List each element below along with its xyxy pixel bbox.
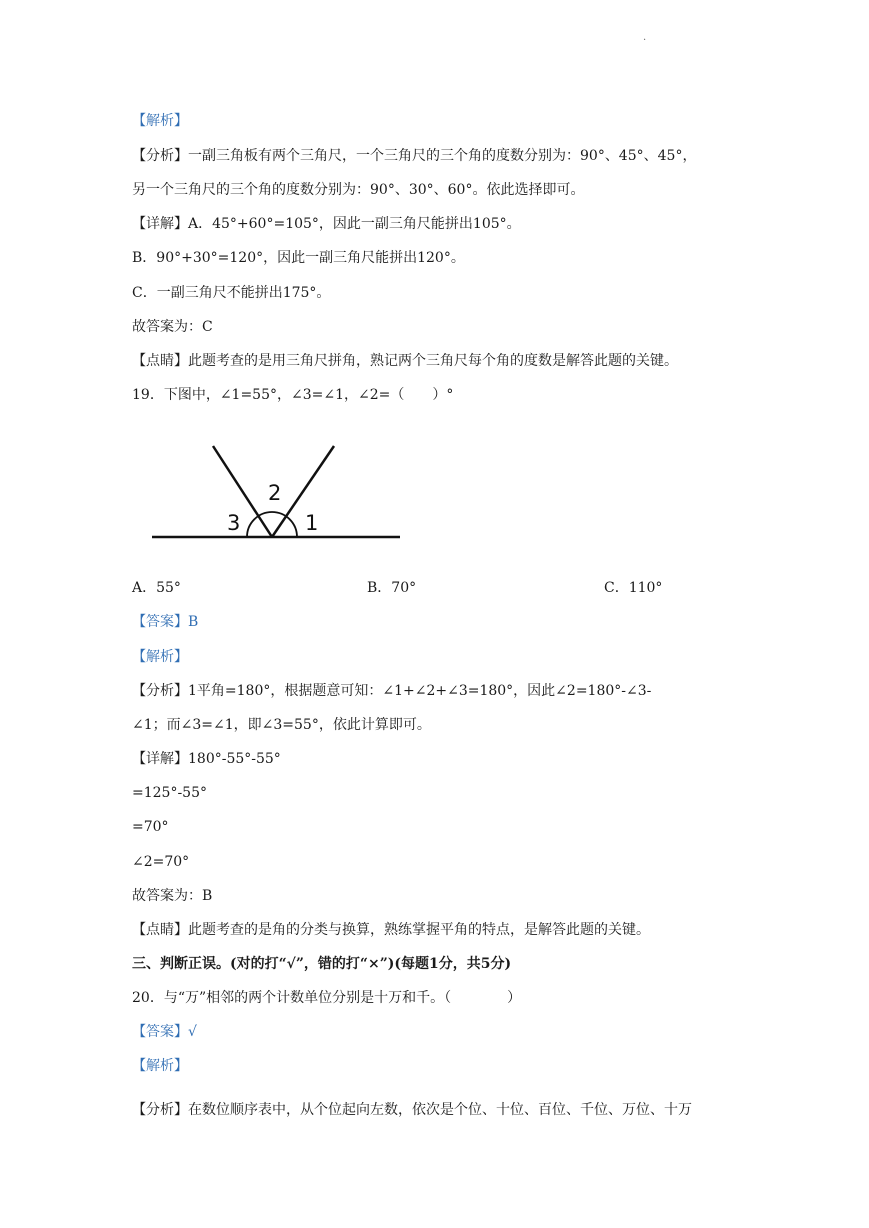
angle-arc	[247, 512, 297, 537]
question-20: 20．与“万”相邻的两个计数单位分别是十万和千。（ ）	[132, 990, 522, 1006]
comment-text: 【点睛】此题考查的是用三角尺拼角，熟记两个三角尺每个角的度数是解答此题的关键。	[132, 353, 678, 369]
answer-conclusion: 故答案为：C	[132, 319, 213, 335]
analysis-text-line: 另一个三角尺的三个角的度数分别为：90°、30°、60°。依此选择即可。	[132, 182, 585, 198]
answer-heading: 【答案】√	[132, 1024, 197, 1040]
detail-text-line: =70°	[132, 819, 169, 835]
left-ray	[213, 446, 272, 537]
angle-label-2: 2	[268, 481, 282, 505]
comment-text: 【点睛】此题考查的是角的分类与换算，熟练掌握平角的特点，是解答此题的关键。	[132, 922, 650, 938]
analysis-heading: 【解析】	[132, 649, 188, 665]
analysis-heading: 【解析】	[132, 1058, 188, 1074]
answer-heading: 【答案】B	[132, 614, 199, 630]
detail-text-line: ∠2=70°	[132, 854, 190, 870]
section-heading: 三、判断正误。(对的打“√”，错的打“×”)(每题1分，共5分)	[132, 956, 512, 972]
option-b: B．70°	[367, 580, 417, 596]
analysis-text-line: 【分析】1平角=180°，根据题意可知：∠1+∠2+∠3=180°，因此∠2=180°-∠3-	[132, 683, 652, 699]
detail-text-line: =125°-55°	[132, 785, 207, 801]
detail-text-line: 【详解】180°-55°-55°	[132, 751, 281, 767]
angle-label-1: 1	[305, 511, 319, 535]
detail-text-line: B．90°+30°=120°，因此一副三角尺能拼出120°。	[132, 250, 465, 266]
analysis-text-line: 【分析】在数位顺序表中，从个位起向左数，依次是个位、十位、百位、千位、万位、十万	[132, 1102, 692, 1118]
header-dot: .	[643, 32, 647, 43]
analysis-text-line: 【分析】一副三角板有两个三角尺，一个三角尺的三个角的度数分别为：90°、45°、45°，	[132, 148, 697, 164]
option-a: A．55°	[132, 580, 181, 596]
analysis-heading: 【解析】	[132, 113, 188, 129]
angle-figure	[148, 440, 408, 550]
question-19: 19．下图中，∠1=55°，∠3=∠1，∠2=（ ）°	[132, 387, 454, 403]
angle-label-3: 3	[227, 511, 241, 535]
answer-conclusion: 故答案为：B	[132, 888, 213, 904]
analysis-text-line: ∠1；而∠3=∠1，即∠3=55°，依此计算即可。	[132, 717, 431, 733]
option-c: C．110°	[604, 580, 663, 596]
detail-text-line: C．一副三角尺不能拼出175°。	[132, 285, 331, 301]
detail-text-line: 【详解】A．45°+60°=105°，因此一副三角尺能拼出105°。	[132, 216, 521, 232]
